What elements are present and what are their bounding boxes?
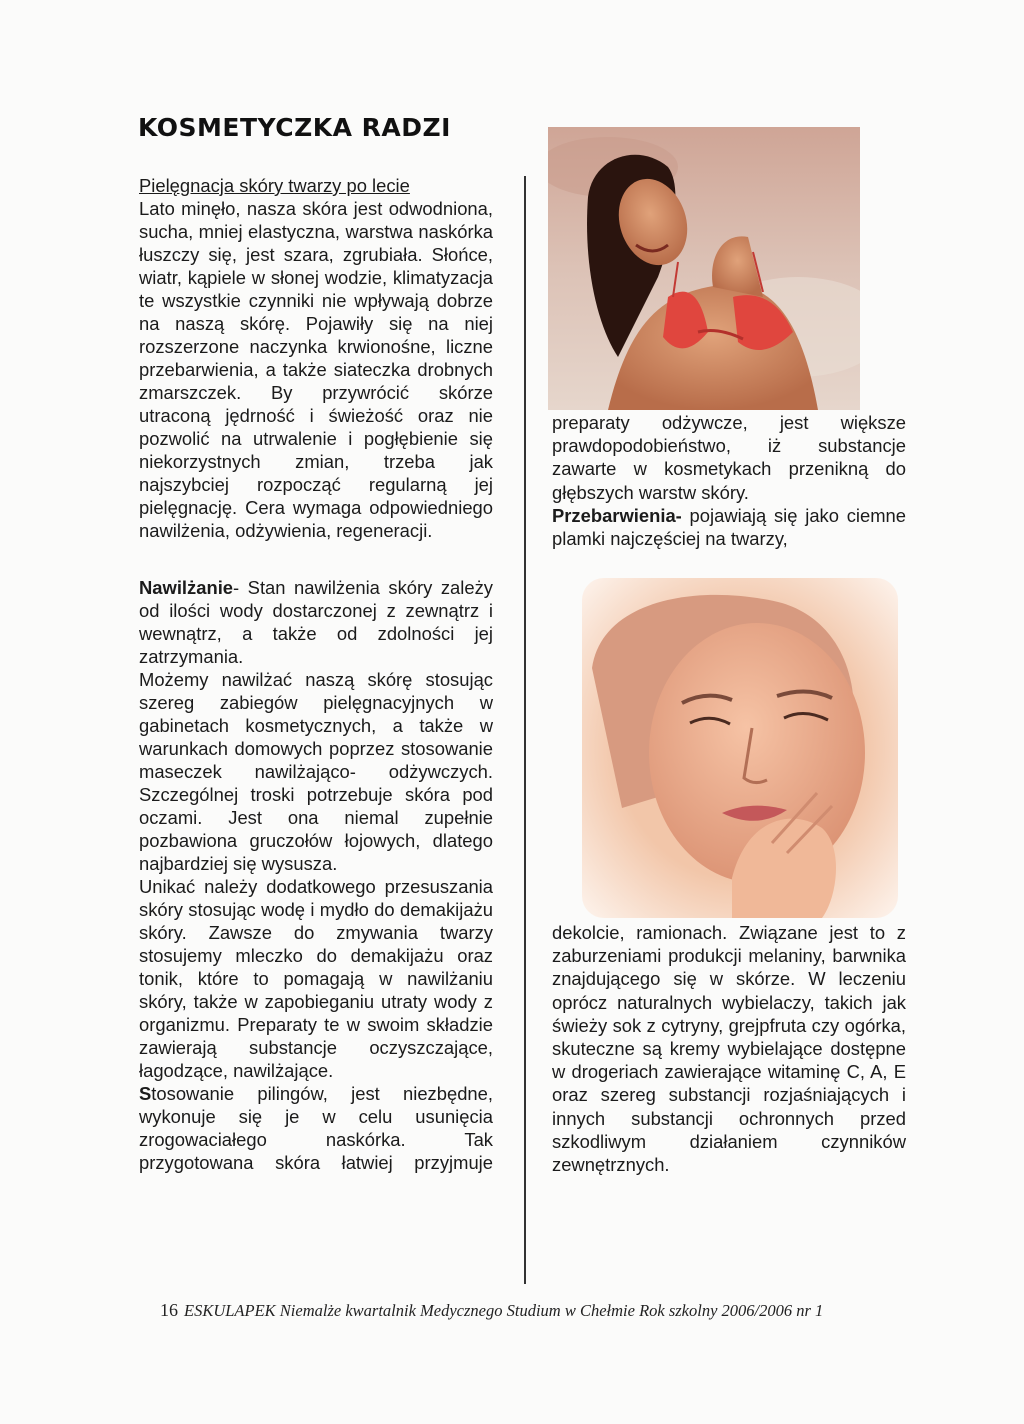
beach-bikini-illustration	[548, 127, 860, 410]
discoloration-label: Przebarwienia-	[552, 504, 682, 526]
hydration-paragraph	[139, 576, 493, 668]
face-care-photo	[582, 578, 898, 918]
hydration-methods-paragraph: Możemy nawilżać naszą skórę stosując szereg zabiegów pielęgnacyjnych w gabinetach kosmetycznych, a także w warunkach domowych poprzez stosowanie maseczek nawilżająco- odżywczych. Szczególnej troski potrzebuje skóra pod oczami. Jest ona niemal zupełnie pozbawiona gruczołów łojowych, dlatego najbardziej się wysusza.	[139, 669, 493, 874]
discoloration-text: pojawiają się jako ciemne plamki najczęściej na twarzy,	[552, 504, 906, 550]
melanin-paragraph: dekolcie, ramionach. Związane jest to z zaburzeniami produkcji melaniny, barwnika znajdującego się w skórze. W leczeniu oprócz naturalnych wybielaczy, takich jak świeży sok z cytryny, grejpfruta czy ogórka, skuteczne są kremy wybielające dostępne w drogeriach zawierające witaminę C, A, E oraz szereg substancji rozjaśniających i innych substancji ochronnych przed szkodliwym działaniem czynników zewnętrznych.	[552, 922, 906, 1176]
face-care-illustration	[582, 578, 898, 918]
section-heading: Pielęgnacja skóry twarzy po lecie	[139, 175, 410, 196]
footer-text: ESKULAPEK Niemalże kwartalnik Medycznego Studium w Chełmie Rok szkolny 2006/2006 nr 1	[184, 1301, 824, 1320]
discoloration-paragraph	[552, 504, 906, 550]
left-column	[139, 174, 493, 1174]
paragraph-gap	[139, 542, 493, 576]
peeling-initial: S	[139, 1083, 152, 1104]
peeling-paragraph	[139, 1082, 493, 1174]
page-title: KOSMETYCZKA RADZI	[138, 113, 451, 142]
hydration-text: - Stan nawilżenia skóry zależy od ilości wody dostarczonej z zewnątrz i wewnątrz, a także od zdolności jej zatrzymania.	[139, 577, 493, 667]
right-column-top	[552, 411, 906, 550]
page-footer	[160, 1300, 823, 1321]
column-divider	[524, 176, 526, 1284]
hydration-label: Nawilżanie	[139, 577, 234, 598]
peeling-text: tosowanie pilingów, jest niezbędne, wykonuje się je w celu usunięcia zrogowaciałego naskórka. Tak przygotowana skóra łatwiej przyjmuje	[139, 1083, 493, 1173]
page-number: 16	[160, 1300, 178, 1320]
beach-bikini-photo	[548, 127, 860, 410]
nutrition-paragraph: preparaty odżywcze, jest większe prawdopodobieństwo, iż substancje zawarte w kosmetykach przenikną do głębszych warstw skóry.	[552, 412, 906, 503]
intro-paragraph: Lato minęło, nasza skóra jest odwodniona, sucha, mniej elastyczna, warstwa naskórka łuszczy się, jest szara, zgrubiała. Słońce, wiatr, kąpiele w słonej wodzie, klimatyzacja te wszystkie czynniki nie wpływają dobrze na naszą skórę. Pojawiły się na niej rozszerzone naczynka krwionośne, liczne przebarwienia, a także siateczka drobnych zmarszczek. By przywrócić skórze utraconą jędrność i świeżość oraz nie pozwolić na utrwalenie i pogłębienie się niekorzystnych zmian, trzeba jak najszybciej rozpocząć regularną jej pielęgnację. Cera wymaga odpowiedniego nawilżenia, odżywienia, regeneracji.	[139, 198, 493, 541]
right-column-bottom	[552, 921, 906, 1176]
dryness-paragraph: Unikać należy dodatkowego przesuszania skóry stosując wodę i mydło do demakijażu skóry. Zawsze do zmywania twarzy stosujemy mleczko do demakijażu oraz tonik, które to pomagają w nawilżaniu skóry, także w zapobieganiu utraty wody z organizmu. Preparaty te w swoim składzie zawierają substancje oczyszczające, łagodzące, nawilżające.	[139, 876, 493, 1081]
